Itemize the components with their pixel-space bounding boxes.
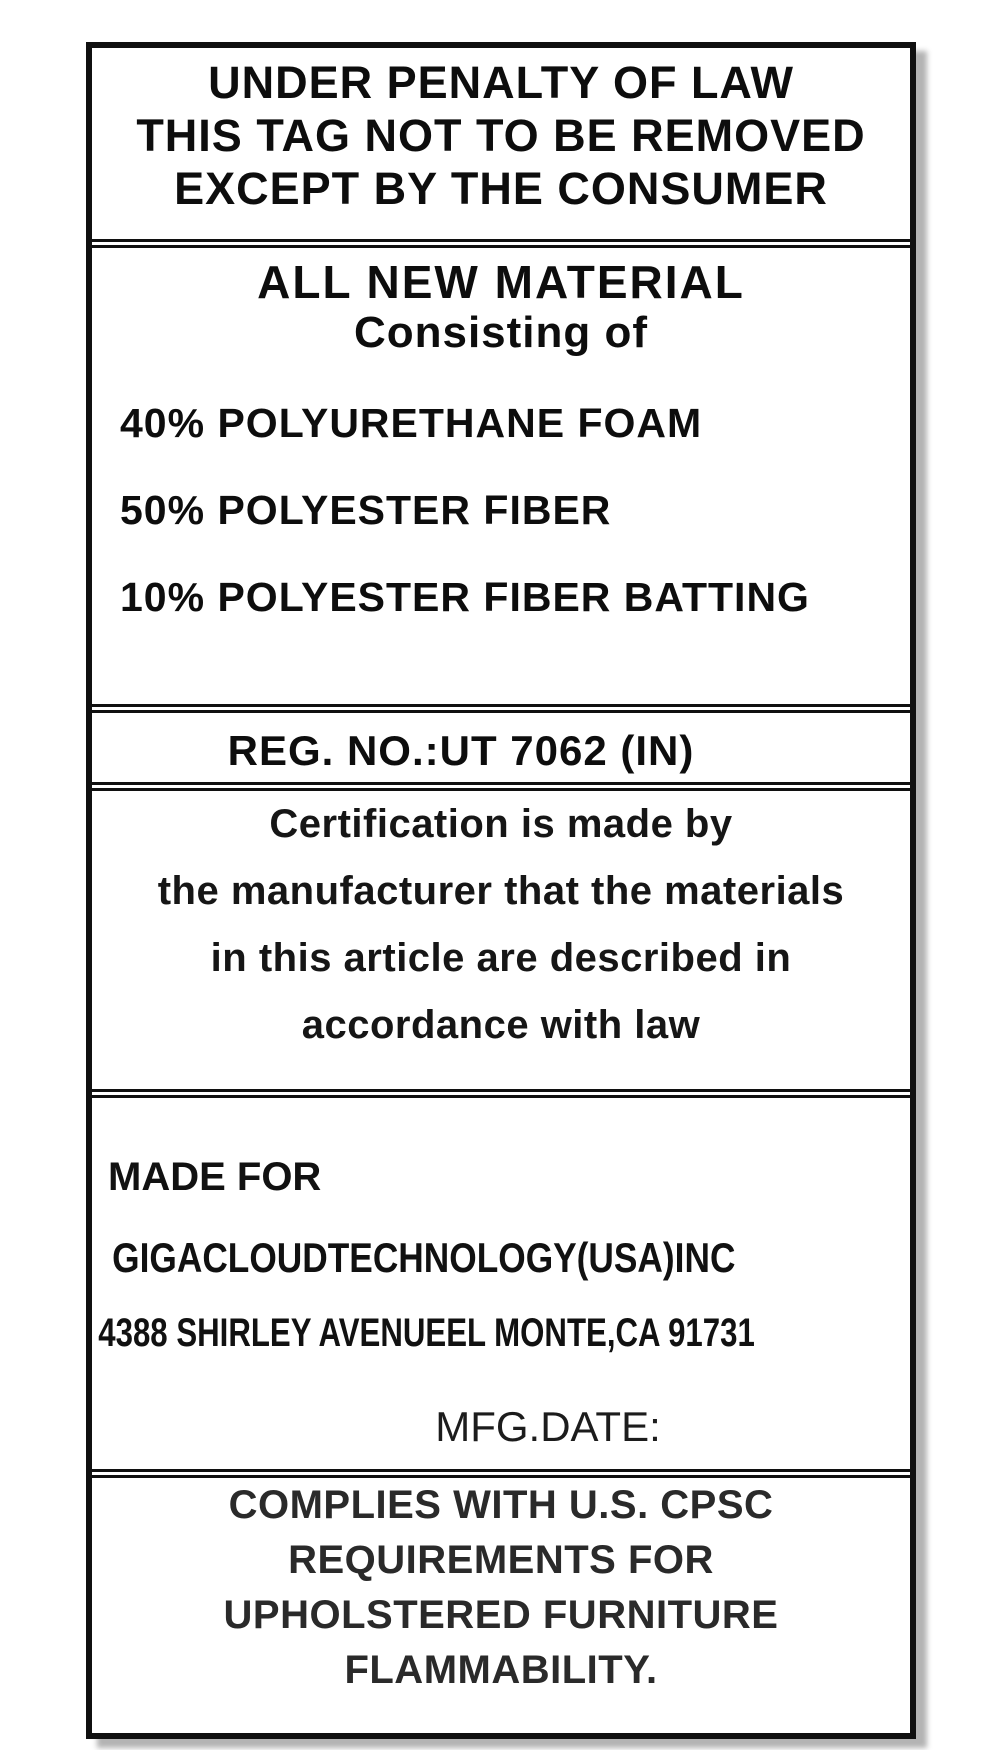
certification-section [92,782,910,1089]
law-label-tag [86,42,916,1739]
penalty-warning-line: EXCEPT BY THE CONSUMER [174,163,828,214]
registration-number: REG. NO.:UT 7062 (IN) [227,727,695,774]
materials-item: 10% POLYESTER FIBER BATTING [120,574,810,620]
mfg-date-label: MFG.DATE: [435,1403,661,1450]
materials-item: 40% POLYURETHANE FOAM [120,400,703,446]
certification-line: the manufacturer that the materials [157,869,845,913]
manufacturer-section [92,1089,910,1469]
registration-section [92,704,910,782]
certification-line: accordance with law [301,1003,701,1047]
certification-line: Certification is made by [269,802,733,846]
materials-section [92,239,910,704]
manufacturer-name: GIGACLOUDTECHNOLOGY(USA)INC [112,1234,736,1281]
penalty-warning-line: THIS TAG NOT TO BE REMOVED [136,110,866,161]
materials-item: 50% POLYESTER FIBER [120,487,612,533]
materials-subheading: Consisting of [353,308,649,357]
certification-line: in this article are described in [210,936,792,980]
materials-list [92,402,910,618]
compliance-line: FLAMMABILITY. [344,1648,658,1692]
made-for-label: MADE FOR [108,1155,322,1199]
compliance-line: COMPLIES WITH U.S. CPSC [228,1483,774,1527]
compliance-line: REQUIREMENTS FOR [288,1538,714,1582]
compliance-line: UPHOLSTERED FURNITURE [223,1593,779,1637]
manufacturer-address: 4388 SHIRLEY AVENUEEL MONTE,CA 91731 [98,1311,755,1355]
materials-heading: ALL NEW MATERIAL [257,256,745,308]
penalty-warning-section [92,48,910,239]
compliance-section [92,1469,910,1733]
penalty-warning-line: UNDER PENALTY OF LAW [208,57,794,108]
